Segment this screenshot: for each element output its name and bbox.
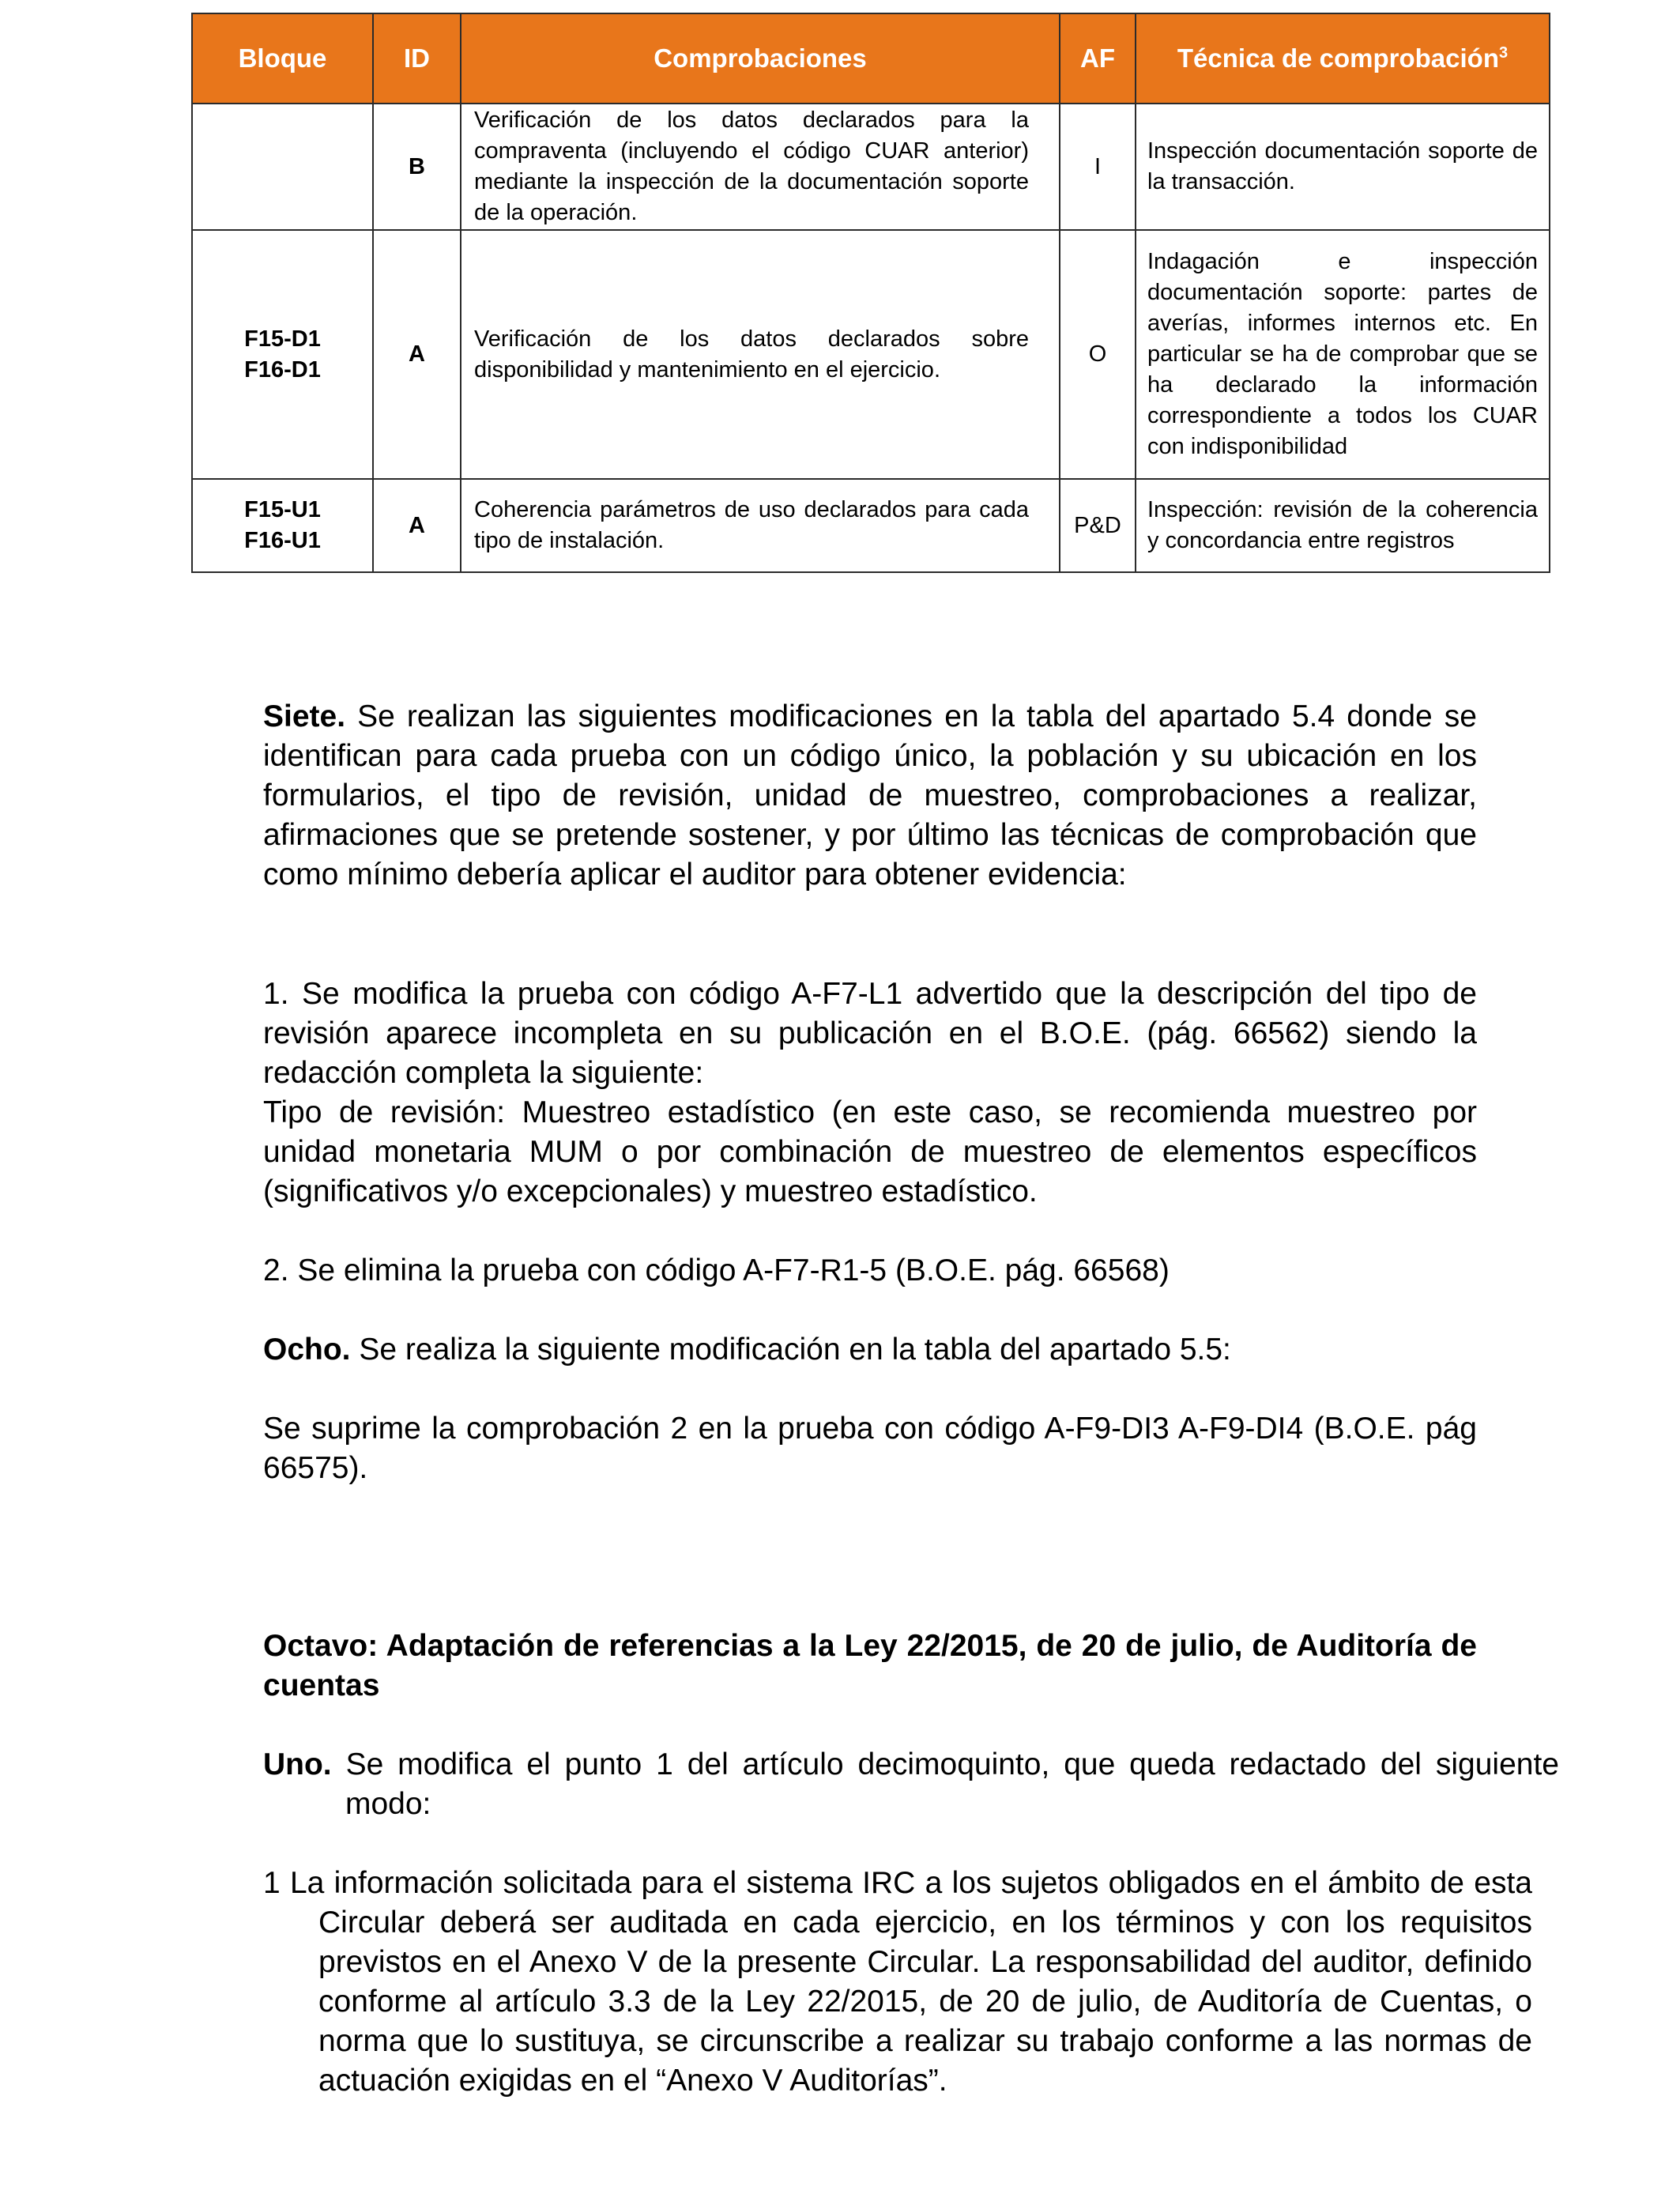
- paragraph-uno: [263, 1745, 1559, 1824]
- item-1-detail: Tipo de revisión: Muestreo estadístico (en este caso, se recomienda muestreo por unidad monetaria MUM o por combinación de muestreo de elementos específicos (significativos y/o excepcionales) y muestreo estadístico.: [263, 1095, 1477, 1208]
- cell-af: I: [1060, 104, 1136, 230]
- uno-label: Uno.: [263, 1747, 332, 1781]
- paragraph-ocho: [263, 1330, 1477, 1370]
- cell-bloque: [192, 104, 373, 230]
- cell-af: P&D: [1060, 479, 1136, 572]
- ocho-body: Se realiza la siguiente modificación en la tabla del apartado 5.5:: [350, 1333, 1231, 1367]
- paragraph-item-2: 2. Se elimina la prueba con código A-F7-R1-5 (B.O.E. pág. 66568): [263, 1253, 1170, 1287]
- uno-body: Se modifica el punto 1 del artículo decimoquinto, que queda redactado del siguiente modo:: [331, 1747, 1559, 1821]
- cell-id: A: [373, 479, 461, 572]
- header-tecnica-label: Técnica de comprobación: [1177, 43, 1499, 73]
- header-id: ID: [373, 13, 461, 104]
- bloque-code: F16-U1: [244, 528, 321, 553]
- header-af: AF: [1060, 13, 1136, 104]
- bloque-code: F15-D1: [244, 326, 321, 352]
- cell-id: A: [373, 230, 461, 479]
- bloque-code: F16-D1: [244, 356, 321, 383]
- table-row: [192, 230, 1550, 479]
- paragraph-siete: [263, 697, 1477, 895]
- cell-id: B: [373, 104, 461, 230]
- table-row: [192, 479, 1550, 572]
- cell-comprobaciones: Coherencia parámetros de uso declarados para cada tipo de instalación.: [461, 479, 1060, 572]
- cell-comprobaciones: Verificación de los datos declarados para la compraventa (incluyendo el código CUAR anterior) mediante la inspección de la documentación soporte de la operación.: [461, 104, 1060, 230]
- header-comprobaciones: Comprobaciones: [461, 13, 1060, 104]
- cell-tecnica: Indagación e inspección documentación soporte: partes de averías, informes internos etc. En particular se ha de comprobar que se ha declarado la información correspondiente a todos los CUAR con indisponibilidad: [1136, 230, 1550, 479]
- cell-comprobaciones: Verificación de los datos declarados sobre disponibilidad y mantenimiento en el ejercicio.: [461, 230, 1060, 479]
- paragraph-point-1: 1 La información solicitada para el sistema IRC a los sujetos obligados en el ámbito de esta Circular deberá ser auditada en cada ejercicio, en los términos y con los requisitos previstos en el Anexo V de la presente Circular. La responsabilidad del auditor, definido conforme al artículo 3.3 de la Ley 22/2015, de 20 de julio, de Auditoría de Cuentas, o norma que lo sustituya, se circunscribe a realizar su trabajo conforme a las normas de actuación exigidas en el “Anexo V Auditorías”.: [263, 1866, 1532, 2098]
- checks-table: [191, 13, 1550, 573]
- cell-af: O: [1060, 230, 1136, 479]
- cell-bloque: [192, 479, 373, 572]
- header-tecnica: [1136, 13, 1550, 104]
- cell-tecnica: Inspección: revisión de la coherencia y concordancia entre registros: [1136, 479, 1550, 572]
- cell-tecnica: Inspección documentación soporte de la transacción.: [1136, 104, 1550, 230]
- cell-bloque: [192, 230, 373, 479]
- table-header-row: [192, 13, 1550, 104]
- ocho-label: Ocho.: [263, 1333, 351, 1367]
- table-row: [192, 104, 1550, 230]
- siete-body: Se realizan las siguientes modificaciones en la tabla del apartado 5.4 donde se identifican para cada prueba con un código único, la población y su ubicación en los formularios, el tipo de revisión, unidad de muestreo, comprobaciones a realizar, afirmaciones que se pretende sostener, y por último las técnicas de comprobación que como mínimo debería aplicar el auditor para obtener evidencia:: [263, 699, 1477, 892]
- paragraph-suprime: Se suprime la comprobación 2 en la prueba con código A-F9-DI3 A-F9-DI4 (B.O.E. pág 66575).: [263, 1412, 1477, 1485]
- section-heading-octavo: Octavo: Adaptación de referencias a la Ley 22/2015, de 20 de julio, de Auditoría de cuentas: [263, 1629, 1477, 1702]
- bloque-code: F15-U1: [244, 497, 321, 522]
- siete-label: Siete.: [263, 699, 346, 733]
- item-1-text: 1. Se modifica la prueba con código A-F7-L1 advertido que la descripción del tipo de revisión aparece incompleta en su publicación en el B.O.E. (pág. 66562) siendo la redacción completa la siguiente:: [263, 977, 1477, 1090]
- header-bloque: Bloque: [192, 13, 373, 104]
- paragraph-item-1: [263, 974, 1477, 1212]
- footnote-ref: 3: [1498, 44, 1509, 62]
